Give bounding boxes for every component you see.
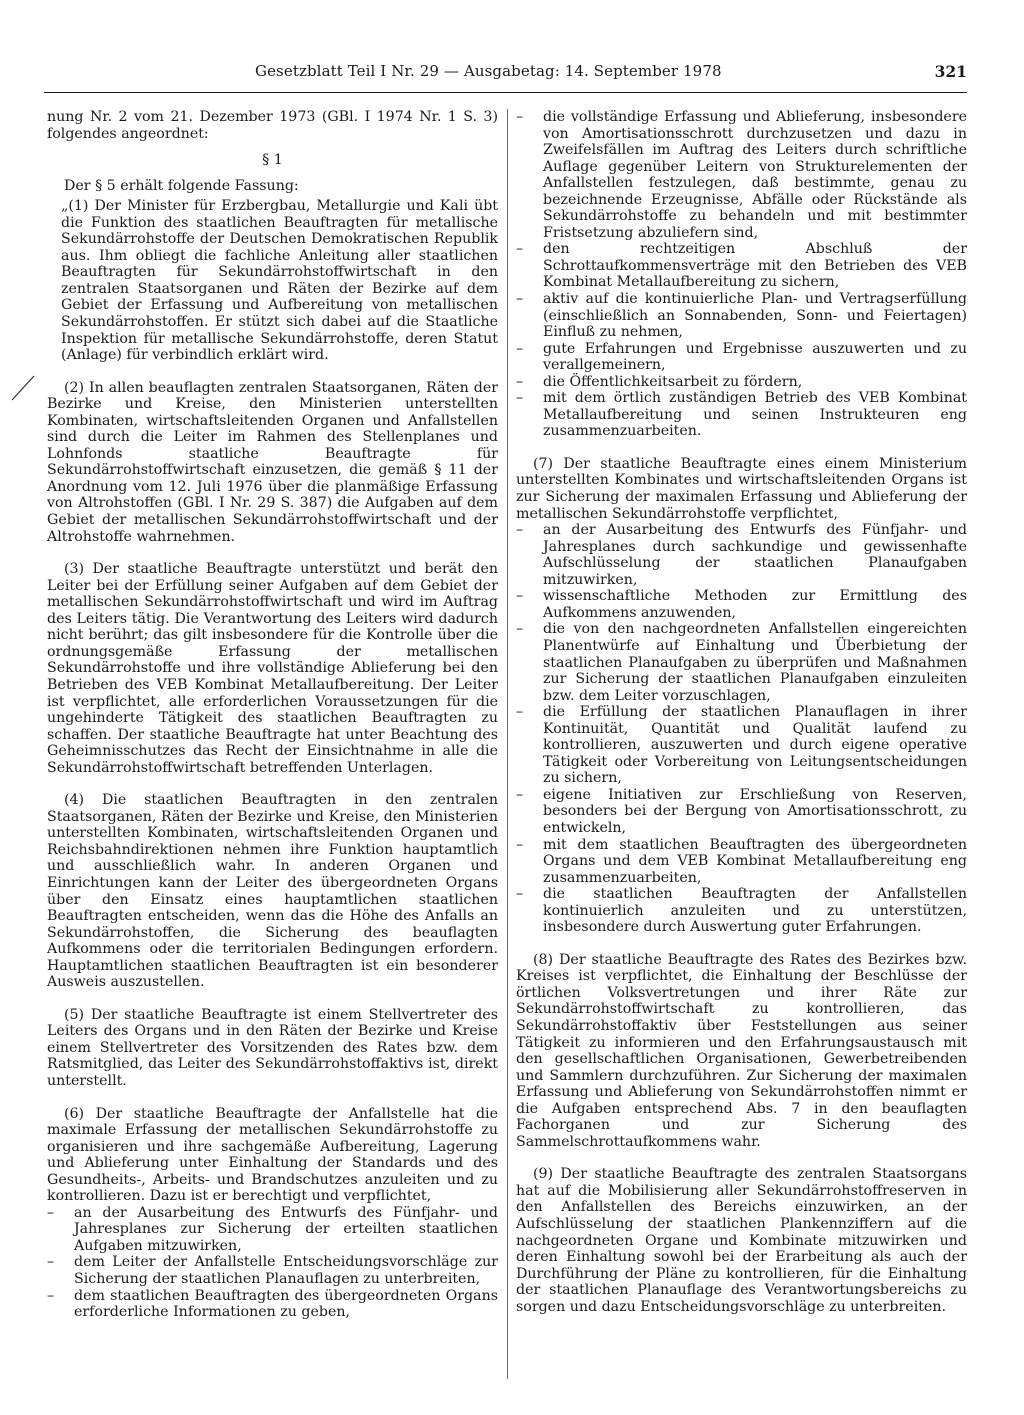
spacer xyxy=(516,440,967,456)
list-item: – dem staatlichen Beauftragten des übergeordneten Organs erforderliche Informationen zu geben, xyxy=(47,1288,498,1321)
list-item: – die von den nachgeordneten Anfallstellen eingereichten Planentwürfe auf Einhaltung und Überbietung der staatlichen Planaufgaben zu überprüfen und Maßnahmen zur Sicherung der staatlichen Planaufgaben einzuleiten bzw. dem Leiter vorzuschlagen, xyxy=(516,621,967,704)
paragraph-7: (7) Der staatliche Beauftragte eines einem Ministerium unterstellten Kombinates und wirtschaftsleitenden Organs ist zur Sicherung der maximalen Erfassung und Ablieferung der metallischen Sekundärrohstoffe verpflichtet, xyxy=(516,455,967,522)
list-item: – wissenschaftliche Methoden zur Ermittlung des Aufkommens anzuwenden, xyxy=(516,588,967,621)
list-item: – die staatlichen Beauftragten der Anfallstellen kontinuierlich anzuleiten und zu unterstützen, insbesondere durch Auswertung guter Erfahrungen. xyxy=(516,886,967,936)
paragraph-5: (5) Der staatliche Beauftragte ist einem Stellvertreter des Leiters des Organs und in den Räten der Bezirke und Kreise einem Stellvertreter des Vorsitzenden des Rates bzw. dem Ratsmitglied, das Leiter des Sekundärrohstoffaktivs ist, direkt unterstellt. xyxy=(47,1006,498,1089)
paragraph-9: (9) Der staatliche Beauftragte des zentralen Staatsorgans hat auf die Mobilisierung aller Sekundärrohstoffreserven in den Anfallstellen des Bereichs einzuwirken, an der Aufschlüsselung der staatlichen Plankennziffern auf die nachgeordneten Organe und Kombinate mitzuwirken und deren Einhaltung sowohl bei der Erarbeitung als auch der Durchführung der Pläne zu kontrollieren, für die Einhaltung der staatlichen Planauflage des Verantwortungsbereichs zu sorgen und dazu Entscheidungsvorschläge zu unterbreiten. xyxy=(516,1166,967,1315)
spacer xyxy=(516,936,967,952)
page-header xyxy=(255,62,967,88)
list-item: – aktiv auf die kontinuierliche Plan- und Vertragserfüllung (einschließlich an Sonnabenden, Sonn- und Feiertagen) Einfluß zu nehmen, xyxy=(516,291,967,341)
margin-pencil-mark xyxy=(8,372,38,402)
paragraph-8: (8) Der staatliche Beauftragte des Rates des Bezirkes bzw. Kreises ist verpflichtet, die Einhaltung der Beschlüsse der örtlichen Volksvertretungen und ihrer Räte zur Sekundärrohstoffwirtschaft zu kontrollieren, das Sekundärrohstoffaktiv über Feststellungen aus seiner Tätigkeit zu informieren und den Erfahrungsaustausch mit den gesellschaftlichen Organisationen, Gewerbetreibenden und Sammlern durchzuführen. Zur Sicherung der maximalen Erfassung und Ablieferung von Sekundärrohstoffen nimmt er die Aufgaben entsprechend Abs. 7 in den beauflagten Fachorganen und zur Sicherung des Sammelschrottaufkommens wahr. xyxy=(516,951,967,1150)
paragraph-2: (2) In allen beauflagten zentralen Staatsorganen, Räten der Bezirke und Kreise, den Ministerien unterstellten Kombinaten, wirtschaftsleitenden Organen und Anfallstellen sind durch die Leiter im Rahmen des Stellenplanes und Lohnfonds staatliche Beauftragte für Sekundärrohstoffwirtschaft einzusetzen, die gemäß § 11 der Anordnung vom 12. Juli 1976 über die planmäßige Erfassung von Altrohstoffen (GBl. I Nr. 29 S. 387) die Aufgaben auf dem Gebiet der metallischen Sekundärrohstoffwirtschaft und der Altrohstoffe wahrnehmen. xyxy=(47,379,498,545)
list-item: – die Öffentlichkeitsarbeit zu fördern, xyxy=(516,374,967,391)
list-item: – an der Ausarbeitung des Entwurfs des Fünfjahr- und Jahresplanes durch sachkundige und gewissenhafte Aufschlüsselung der staatlichen Planaufgaben mitzuwirken, xyxy=(516,522,967,588)
list-item: – dem Leiter der Anfallstelle Entscheidungsvorschläge zur Sicherung der staatlichen Planauflagen zu unterbreiten, xyxy=(47,1254,498,1287)
list-item: – an der Ausarbeitung des Entwurfs des Fünfjahr- und Jahresplanes zur Sicherung der erteilten staatlichen Aufgaben mitzuwirken, xyxy=(47,1205,498,1255)
list-item: – mit dem staatlichen Beauftragten des übergeordneten Organs und dem VEB Kombinat Metallaufbereitung eng zusammenzuarbeiten, xyxy=(516,837,967,887)
header-rule xyxy=(44,92,967,93)
intro-text: nung Nr. 2 vom 21. Dezember 1973 (GBl. I 1974 Nr. 1 S. 3) folgendes angeordnet: xyxy=(47,109,498,142)
left-column xyxy=(47,109,498,1321)
list-item: – eigene Initiativen zur Erschließung von Reserven, besonders bei der Bergung von Amortisationsschrott, zu entwickeln, xyxy=(516,787,967,837)
paragraph-4: (4) Die staatlichen Beauftragten in den zentralen Staatsorganen, Räten der Bezirke und Kreise, den Ministerien unterstellten Kombinaten, wirtschaftsleitenden Organen und Reichsbahndirektionen nehmen ihre Funktion hauptamtlich und ausschließlich wahr. In anderen Organen und Einrichtungen kann der Leiter des übergeordneten Organs über den Einsatz eines hauptamtlichen staatlichen Beauftragten entscheiden, wenn das die Höhe des Anfalls an Sekundärrohstoffen, die Sicherung des beauflagten Aufkommens oder die territorialen Bedingungen erfordern. Hauptamtlichen staatlichen Beauftragten ist ein besonderer Ausweis auszustellen. xyxy=(47,792,498,991)
column-divider xyxy=(507,109,508,1379)
list-item: – die Erfüllung der staatlichen Planauflagen in ihrer Kontinuität, Quantität und Qualität laufend zu kontrollieren, auszuwerten und durch eigene operative Tätigkeit oder Vorbereitung von Leitungsentscheidungen zu sichern, xyxy=(516,704,967,787)
page-number: 321 xyxy=(934,62,967,81)
list-item: – die vollständige Erfassung und Ablieferung, insbesondere von Amortisationsschrott durchzusetzen und dazu in Zweifelsfällen im Auftrag des Leiters durch schriftliche Auflage gegenüber Leitern von Strukturelementen der Anfallstellen festzulegen, daß bestimmte, genau zu bezeichnende Erzeugnisse, Abfälle oder Rückstände als Sekundärrohstoffe zu behandeln und mit bestimmter Fristsetzung abzuliefern sind, xyxy=(516,109,967,241)
right-column xyxy=(516,109,967,1331)
running-title: Gesetzblatt Teil I Nr. 29 — Ausgabetag: 14. September 1978 xyxy=(255,62,722,80)
list-item: – gute Erfahrungen und Ergebnisse auszuwerten und zu verallgemeinern, xyxy=(516,341,967,374)
paragraph-3: (3) Der staatliche Beauftragte unterstützt und berät den Leiter bei der Erfüllung seiner Aufgaben auf dem Gebiet der metallischen Sekundärrohstoffwirtschaft und wird im Auftrag des Leiters tätig. Die Verantwortung des Leiters wird dadurch nicht berührt; das gilt insbesondere für die Kontrolle über die ordnungsgemäße Erfassung der metallischen Sekundärrohstoffe und ihre vollständige Ablieferung bei den Betrieben des VEB Kombinat Metallaufbereitung. Der Leiter ist verpflichtet, alle erforderlichen Voraussetzungen für die ungehinderte Tätigkeit des staatlichen Beauftragten zu schaffen. Der staatliche Beauftragte hat unter Beachtung des Geheimnisschutzes das Recht der Einsichtnahme in alle die Sekundärrohstoffwirtschaft betreffenden Unterlagen. xyxy=(47,561,498,776)
list-item: – den rechtzeitigen Abschluß der Schrottaufkommensverträge mit den Betrieben des VEB Kombinat Metallaufbereitung zu sichern, xyxy=(516,241,967,291)
list-item: – mit dem örtlich zuständigen Betrieb des VEB Kombinat Metallaufbereitung und seinen Instrukteuren eng zusammenzuarbeiten. xyxy=(516,390,967,440)
paragraph-1: „(1) Der Minister für Erzbergbau, Metallurgie und Kali übt die Funktion des staatlichen Beauftragten für metallische Sekundärrohstoffe der Deutschen Demokratischen Republik aus. Ihm obliegt die fachliche Anleitung aller staatlichen Beauftragten für Sekundärrohstoffwirtschaft in den zentralen Staatsorganen und Räten der Bezirke auf dem Gebiet der Erfassung und Aufbereitung von metallischen Sekundärrohstoffen. Er stützt sich dabei auf die Staatliche Inspektion für metallische Sekundärrohstoffe, deren Statut (Anlage) für verbindlich erklärt wird. xyxy=(61,198,498,364)
paragraph-6: (6) Der staatliche Beauftragte der Anfallstelle hat die maximale Erfassung der metallischen Sekundärrohstoffe zu organisieren und ihre sachgemäße Aufbereitung, Lagerung und Ablieferung unter Einhaltung der Standards und des Gesundheits-, Arbeits- und Brandschutzes anzuleiten und zu kontrollieren. Dazu ist er berechtigt und verpflichtet, xyxy=(47,1105,498,1205)
section-heading: § 1 xyxy=(262,152,283,169)
section-intro: Der § 5 erhält folgende Fassung: xyxy=(64,177,299,194)
